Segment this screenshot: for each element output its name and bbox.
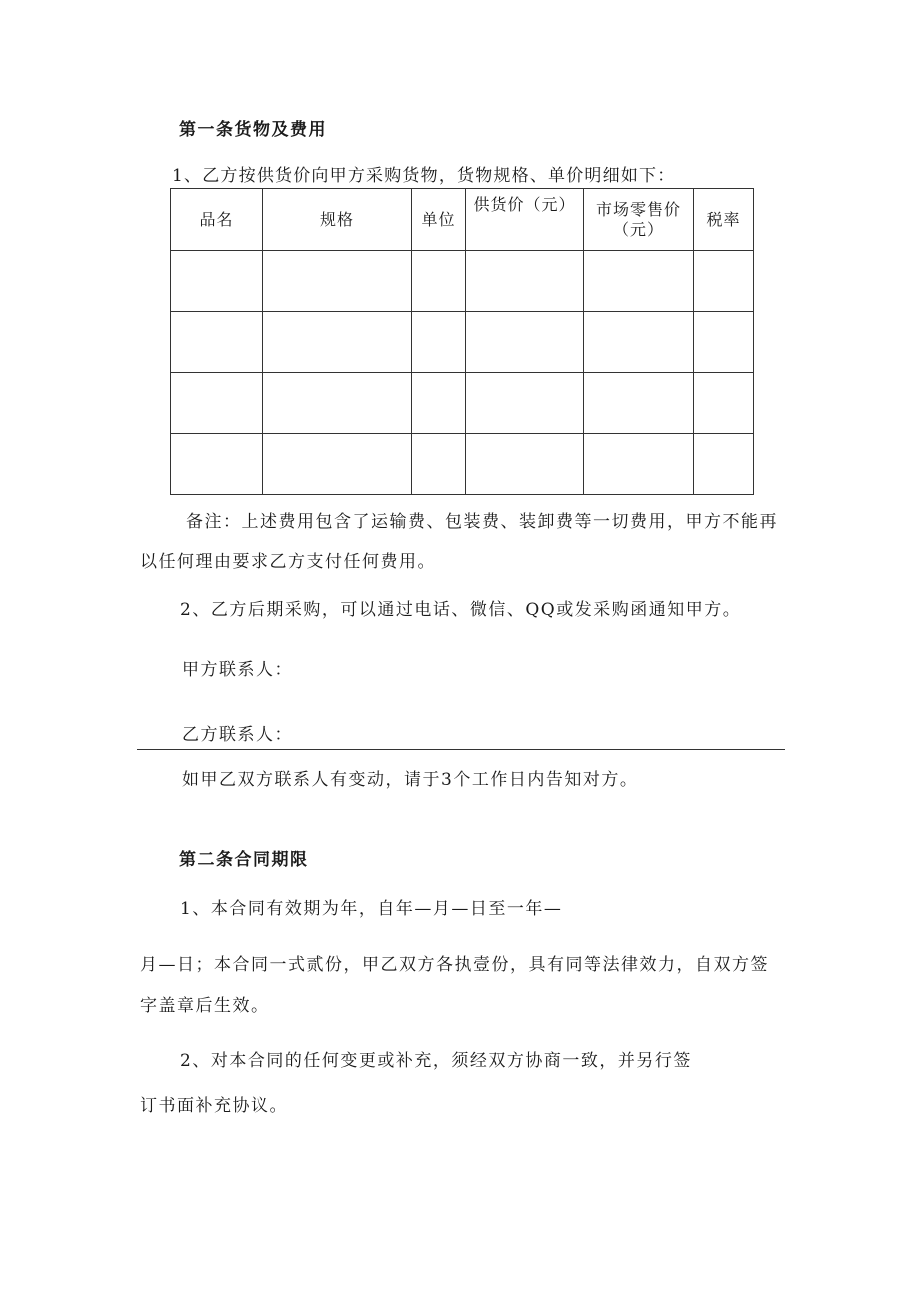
table-cell[interactable] — [466, 312, 584, 373]
table-cell[interactable] — [466, 251, 584, 312]
table-row — [171, 251, 754, 312]
table-cell[interactable] — [466, 434, 584, 495]
purchase-channel-clause: 2、乙方后期采购，可以通过电话、微信、QQ或发采购函通知甲方。 — [180, 600, 742, 620]
table-cell[interactable] — [171, 312, 263, 373]
section-2-title: 第二条合同期限 — [179, 850, 309, 870]
table-cell[interactable] — [584, 373, 694, 434]
contact-change-note: 如甲乙双方联系人有变动，请于3个工作日内告知对方。 — [182, 770, 639, 790]
header-retail-price-line2: （元） — [612, 219, 664, 239]
table-cell[interactable] — [694, 373, 754, 434]
horizontal-divider — [137, 749, 785, 750]
table-cell[interactable] — [171, 373, 263, 434]
table-cell[interactable] — [584, 312, 694, 373]
table-row — [171, 434, 754, 495]
party-b-contact-label: 乙方联系人： — [182, 725, 293, 745]
table-cell[interactable] — [263, 251, 412, 312]
term-clause-line-2: 月—日；本合同一式贰份，甲乙双方各执壹份，具有同等法律效力，自双方签 — [140, 955, 769, 975]
header-product-name: 品名 — [171, 189, 263, 251]
table-cell[interactable] — [412, 373, 466, 434]
remark-line-2: 以任何理由要求乙方支付任何费用。 — [140, 552, 436, 572]
table-cell[interactable] — [584, 434, 694, 495]
remark-line-1: 备注：上述费用包含了运输费、包装费、装卸费等一切费用，甲方不能再 — [186, 512, 778, 532]
header-retail-price — [584, 189, 694, 251]
party-a-contact-label: 甲方联系人： — [182, 660, 293, 680]
amendment-clause-line-2: 订书面补充协议。 — [140, 1096, 288, 1116]
table-cell[interactable] — [412, 251, 466, 312]
goods-intro: 1、乙方按供货价向甲方采购货物，货物规格、单价明细如下： — [172, 166, 676, 186]
table-row — [171, 373, 754, 434]
table-cell[interactable] — [412, 312, 466, 373]
table-cell[interactable] — [263, 312, 412, 373]
table-cell[interactable] — [694, 434, 754, 495]
goods-price-table — [170, 188, 754, 495]
table-cell[interactable] — [694, 312, 754, 373]
table-header-row — [171, 189, 754, 251]
table-cell[interactable] — [694, 251, 754, 312]
term-clause-line-1: 1、本合同有效期为年，自年—月—日至一年— — [180, 899, 563, 919]
table-cell[interactable] — [171, 434, 263, 495]
table-cell[interactable] — [263, 373, 412, 434]
table-row — [171, 312, 754, 373]
table-cell[interactable] — [412, 434, 466, 495]
amendment-clause-line-1: 2、对本合同的任何变更或补充，须经双方协商一致，并另行签 — [180, 1051, 692, 1071]
table-cell[interactable] — [171, 251, 263, 312]
section-1-title: 第一条货物及费用 — [179, 120, 327, 140]
term-clause-line-3: 字盖章后生效。 — [140, 996, 270, 1016]
header-retail-price-line1: 市场零售价 — [595, 199, 681, 219]
header-unit: 单位 — [412, 189, 466, 251]
table-cell[interactable] — [584, 251, 694, 312]
header-supply-price: 供货价（元） — [466, 189, 584, 251]
header-specification: 规格 — [263, 189, 412, 251]
table-cell[interactable] — [466, 373, 584, 434]
table-cell[interactable] — [263, 434, 412, 495]
header-tax-rate: 税率 — [694, 189, 754, 251]
